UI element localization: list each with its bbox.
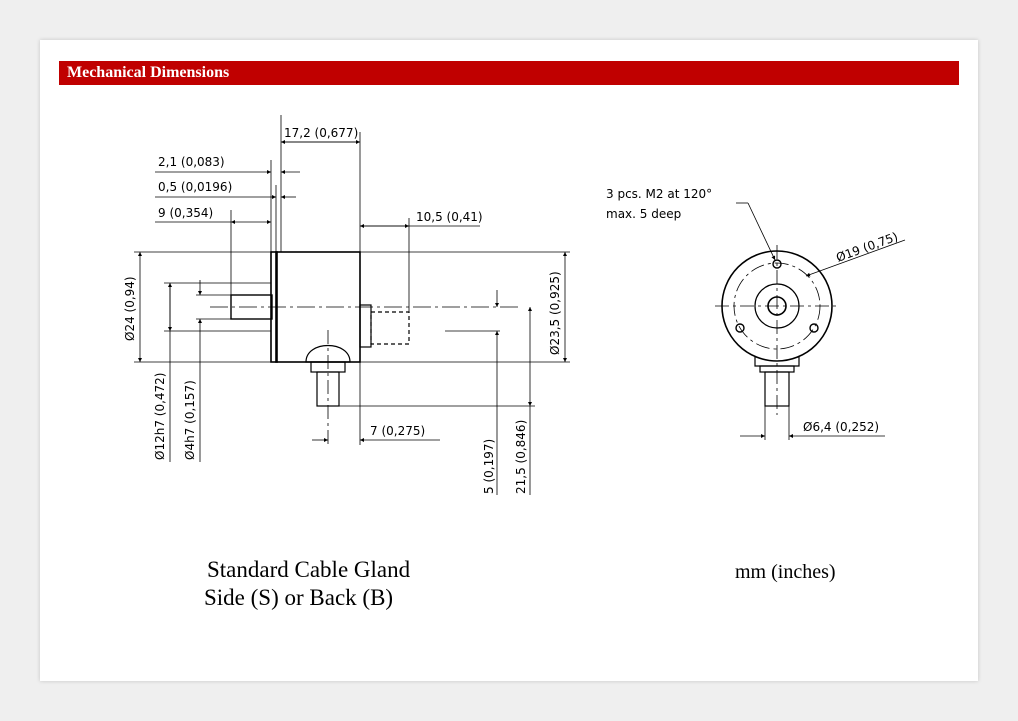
section-title: Mechanical Dimensions	[67, 64, 230, 81]
dim-label-shaft-offset: 5 (0,197)	[482, 438, 496, 494]
dim-label-pilot-dia: Ø12h7 (0,472)	[153, 372, 167, 460]
note-line-2: max. 5 deep	[606, 207, 682, 221]
units-caption: mm (inches)	[735, 561, 836, 583]
caption-line-1: Standard Cable Gland	[207, 557, 411, 582]
mounting-hole-right	[810, 324, 818, 332]
caption-line-2: Side (S) or Back (B)	[204, 585, 394, 610]
note-line-1: 3 pcs. M2 at 120°	[606, 187, 713, 201]
dim-label-gland-height: 21,5 (0,846)	[514, 419, 528, 494]
dim-label-shaft-dia: Ø4h7 (0,157)	[183, 380, 197, 460]
rear-boss-outline	[360, 305, 371, 347]
front-view-labels	[606, 187, 900, 434]
dim-label-shaft-length: 9 (0,354)	[158, 206, 214, 220]
side-view-labels	[123, 126, 562, 494]
encoder-body-outline	[276, 252, 360, 362]
dim-label-body-dia: Ø24 (0,94)	[123, 276, 137, 341]
dim-label-overall-length: 17,2 (0,677)	[284, 126, 359, 140]
dim-label-body-dia-2: Ø23,5 (0,925)	[548, 271, 562, 355]
dim-label-gland-dia: Ø6,4 (0,252)	[803, 420, 880, 434]
side-view	[134, 115, 570, 495]
rear-gland-hidden	[371, 312, 409, 344]
dim-label-gland-back: 10,5 (0,41)	[416, 210, 483, 224]
dim-label-gland-offset: 7 (0,275)	[370, 424, 426, 438]
dim-label-2-1: 2,1 (0,083)	[158, 155, 225, 169]
dim-label-0-5: 0,5 (0,0196)	[158, 180, 233, 194]
dim-label-bolt-circle: Ø19 (0,75)	[834, 229, 900, 265]
